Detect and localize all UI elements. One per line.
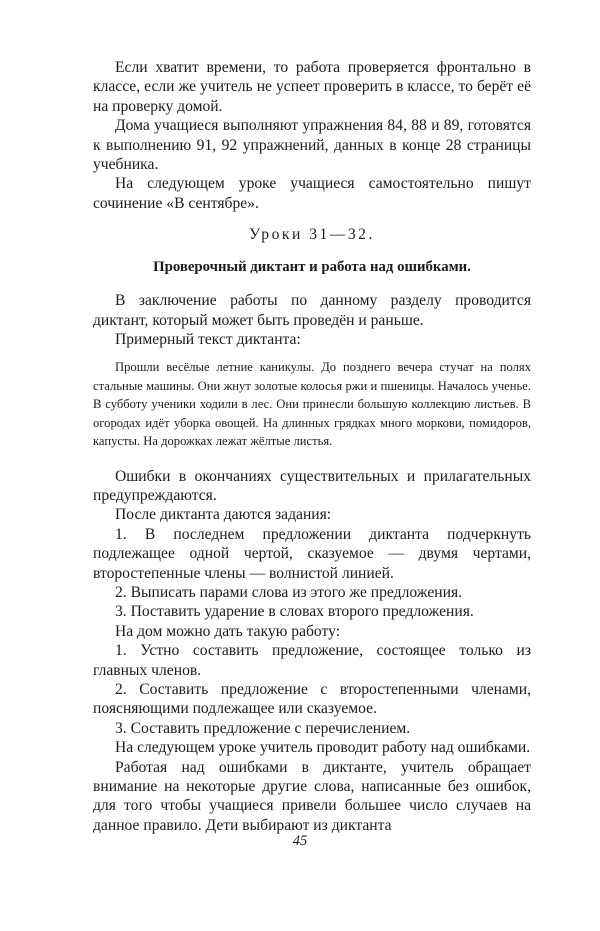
page-body xyxy=(93,58,531,835)
dictation-text: Прошли весёлые летние каникулы. До позднего вечера стучат на полях стальные машины. Они жнут золотые колосья ржи и пшеницы. Началось ученье. В субботу ученики ходили в лес. Они принесли большую коллекцию листьев. В огородах идёт уборка овощей. На длинных грядках много моркови, помидоров, капусты. На дорожках лежат жёлтые листья. xyxy=(93,360,531,449)
after-paragraph-2: После диктанта даются задания: xyxy=(115,506,332,524)
task-1: 1. В последнем предложении диктанта подчеркнуть подлежащее одной чертой, сказуемое — двумя чертами, второстепенные члены — волнистой линией. xyxy=(93,525,531,582)
homework-intro: На дом можно дать такую работу: xyxy=(115,622,341,640)
lesson-paragraph-1: В заключение работы по данному разделу проводится диктант, который может быть проведён и раньше. xyxy=(93,292,531,329)
lesson-paragraph-2: Примерный текст диктанта: xyxy=(115,331,301,349)
after-paragraph-errors: Работая над ошибками в диктанте, учитель обращает внимание на некоторые другие слова, написанные без ошибок, для того чтобы учащиеся привели большее число случаев на данное правило. Дети выбирают из диктанта xyxy=(93,758,531,834)
task-3: 3. Поставить ударение в словах второго предложения. xyxy=(115,603,474,621)
lesson-subheading: Проверочный диктант и работа над ошибками. xyxy=(153,259,471,276)
task-2: 2. Выписать парами слова из этого же предложения. xyxy=(115,583,463,601)
page-number: 45 xyxy=(292,833,308,849)
homework-2: 2. Составить предложение с второстепенными членами, поясняющими подлежащее или сказуемое. xyxy=(93,680,531,718)
intro-paragraph-1: Если хватит времени, то работа проверяется фронтально в классе, если же учитель не успеет проверить в классе, то берёт её на проверку домой. xyxy=(93,59,531,115)
intro-paragraph-3: На следующем уроке учащиеся самостоятельно пишут сочинение «В сентябре». xyxy=(93,175,531,212)
homework-3: 3. Составить предложение с перечислением. xyxy=(115,719,411,737)
after-paragraph-1: Ошибки в окончаниях существительных и прилагательных предупреждаются. xyxy=(93,467,531,504)
homework-1: 1. Устно составить предложение, состоящее только из главных членов. xyxy=(93,642,531,679)
lesson-heading: Уроки 31—32. xyxy=(249,226,375,244)
after-paragraph-next-lesson: На следующем уроке учитель проводит работу над ошибками. xyxy=(115,739,531,757)
intro-paragraph-2: Дома учащиеся выполняют упражнения 84, 88 и 89, готовятся к выполнению 91, 92 упражнений, данных в конце 28 страницы учебника. xyxy=(93,117,531,174)
